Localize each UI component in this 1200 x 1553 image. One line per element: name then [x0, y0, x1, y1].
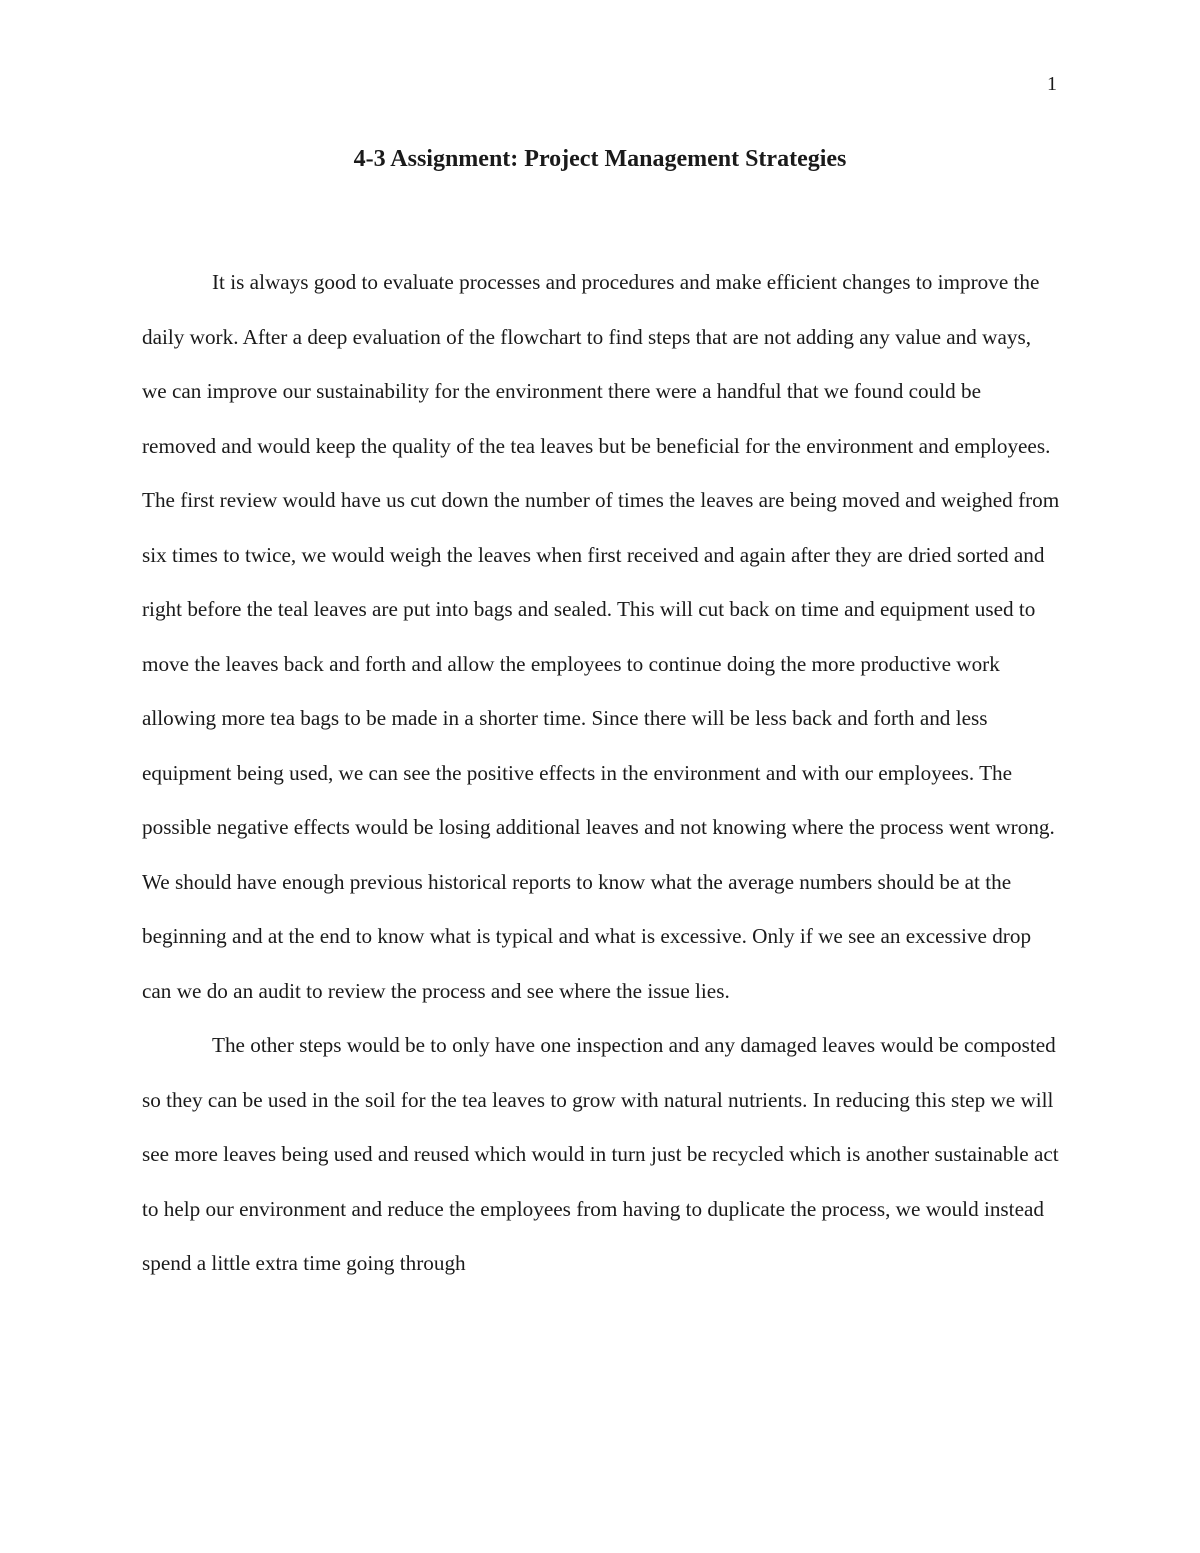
- paragraph-2: The other steps would be to only have one inspection and any damaged leaves would be composted so they can be used in the soil for the tea leaves to grow with natural nutrients. In reducing this step we will see more leaves being used and reused which would in turn just be recycled which is another sustainable act to help our environment and reduce the employees from having to duplicate the process, we would instead spend a little extra time going through: [142, 1033, 1059, 1275]
- document-body: [142, 255, 1060, 1291]
- page-number: 1: [1047, 73, 1057, 95]
- document-title: 4-3 Assignment: Project Management Strategies: [353, 146, 847, 172]
- paragraph-1: It is always good to evaluate processes and procedures and make efficient changes to improve the daily work. After a deep evaluation of the flowchart to find steps that are not adding any value and ways, we can improve our sustainability for the environment there were a handful that we found could be removed and would keep the quality of the tea leaves but be beneficial for the environment and employees. The first review would have us cut down the number of times the leaves are being moved and weighed from six times to twice, we would weigh the leaves when first received and again after they are dried sorted and right before the teal leaves are put into bags and sealed. This will cut back on time and equipment used to move the leaves back and forth and allow the employees to continue doing the more productive work allowing more tea bags to be made in a shorter time. Since there will be less back and forth and less equipment being used, we can see the positive effects in the environment and with our employees. The possible negative effects would be losing additional leaves and not knowing where the process went wrong. We should have enough previous historical reports to know what the average numbers should be at the beginning and at the end to know what is typical and what is excessive. Only if we see an excessive drop can we do an audit to review the process and see where the issue lies.: [142, 270, 1060, 1003]
